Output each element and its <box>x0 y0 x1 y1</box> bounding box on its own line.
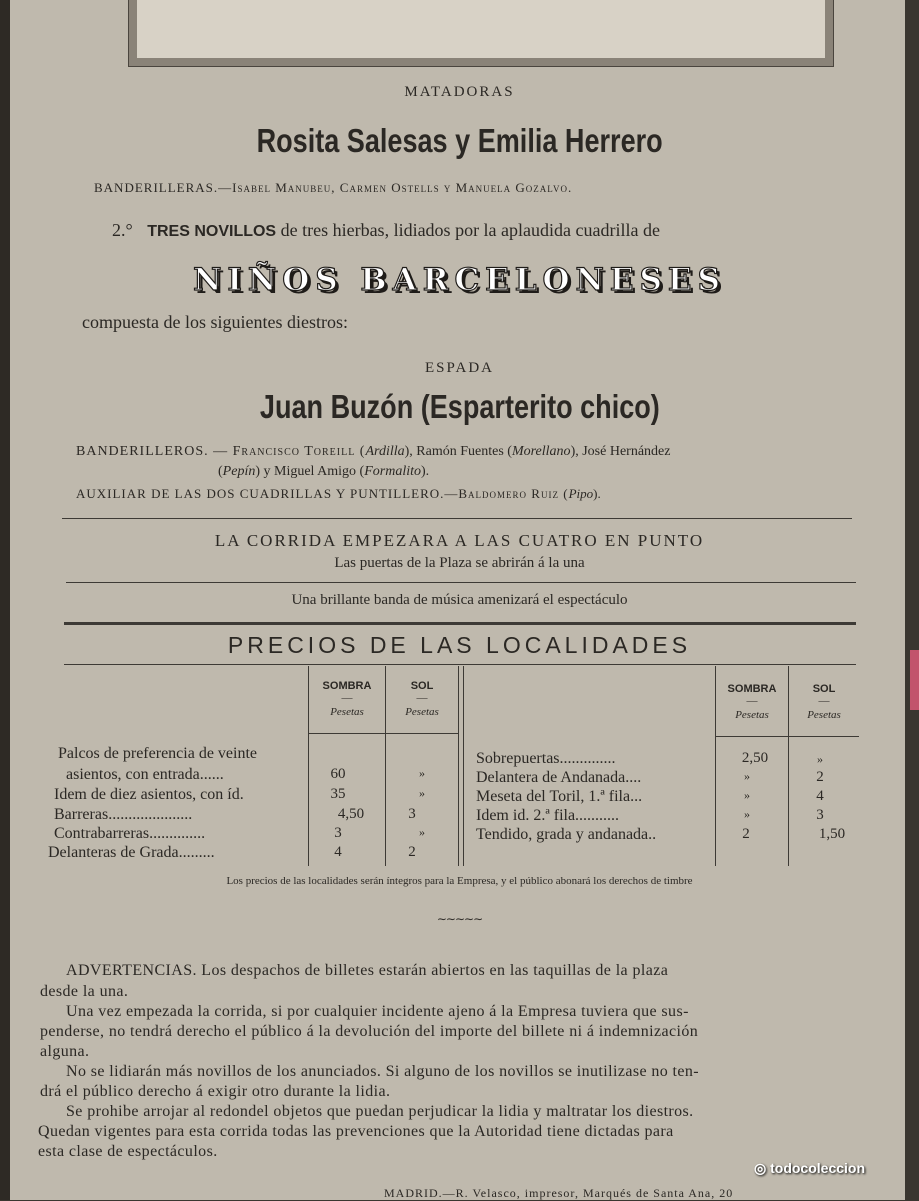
table-line <box>308 733 458 734</box>
table-row: Barreras..................... <box>54 806 193 823</box>
advertencias-line: No se lidiarán más novillos de los anunciados. Si alguno de los novillos se inutilizase no ten- <box>66 1063 700 1080</box>
item-2-bold: TRES NOVILLOS <box>147 223 277 240</box>
table-line <box>308 666 309 866</box>
espada-name: Juan Buzón (Esparterito chico) <box>259 388 660 425</box>
double-rule <box>64 622 856 625</box>
cuadrilla-name: NIÑOS BARCELONESES <box>193 262 726 298</box>
banderilleros-line-1: BANDERILLEROS. — Francisco Toreill (Ardilla), Ramón Fuentes (Morellano), José Hernández <box>76 444 671 459</box>
divider <box>66 582 856 583</box>
banda-line: Una brillante banda de música amenizará el espectáculo <box>291 592 628 608</box>
col-sombra-left: SOMBRA <box>322 680 372 692</box>
background-object <box>910 650 919 710</box>
auxiliar-line: AUXILIAR DE LAS DOS CUADRILLAS Y PUNTILLERO.—Baldomero Ruiz (Pipo). <box>76 486 601 501</box>
item-2-line <box>112 220 660 241</box>
advertencias-line: drá el público derecho á exigir otro durante la lidia. <box>40 1083 391 1100</box>
table-line <box>463 666 464 866</box>
table-row: Contrabarreras.............. <box>54 825 206 842</box>
puertas-line: Las puertas de la Plaza se abrirán á la una <box>334 555 585 571</box>
ornament-divider: ∼∼∼∼∼ <box>436 912 483 926</box>
printer-line: MADRID.—R. Velasco, impresor, Marqués de Santa Ana, 20 <box>384 1186 734 1200</box>
col-sol-left: SOL <box>410 680 434 692</box>
watermark-icon: ◎ <box>754 1160 771 1176</box>
table-row: Meseta del Toril, 1.ª fila... <box>476 788 643 805</box>
advertencias-line: desde la una. <box>40 983 129 1000</box>
table-row: Palcos de preferencia de veinte <box>58 745 258 762</box>
col-pesetas: Pesetas <box>807 709 841 721</box>
table-row: Delantera de Andanada.... <box>476 769 642 786</box>
col-pesetas: Pesetas <box>330 706 364 718</box>
advertencias-line: alguna. <box>40 1043 90 1060</box>
advertencias-line: Se prohibe arrojar al redondel objetos que puedan perjudicar la lidia y maltratar los diestros. <box>66 1103 694 1120</box>
advertencias-line: Una vez empezada la corrida, si por cualquier incidente ajeno á la Empresa tuviera que sus- <box>66 1003 689 1020</box>
advertencias-line: ADVERTENCIAS. Los despachos de billetes estarán abiertos en las taquillas de la plaza <box>66 962 669 979</box>
engraving-image <box>128 0 834 67</box>
table-row: Sobrepuertas.............. <box>476 750 616 767</box>
compuesta-line: compuesta de los siguientes diestros: <box>82 312 348 332</box>
advertencias-line: Quedan vigentes para esta corrida todas las prevenciones que la Autoridad tiene dictadas para <box>38 1123 674 1140</box>
col-sombra-right: SOMBRA <box>727 683 777 695</box>
col-pesetas: Pesetas <box>735 709 769 721</box>
espada-label: ESPADA <box>425 360 494 376</box>
divider <box>64 664 856 665</box>
table-row: Delanteras de Grada......... <box>48 844 215 861</box>
table-row: asientos, con entrada...... <box>66 766 224 783</box>
table-row: Idem id. 2.ª fila........... <box>476 807 620 824</box>
corrida-start: LA CORRIDA EMPEZARA A LAS CUATRO EN PUNTO <box>214 531 705 550</box>
divider <box>62 518 852 519</box>
table-line <box>458 666 459 866</box>
table-line <box>715 736 859 737</box>
matadoras-label: MATADORAS <box>404 84 515 100</box>
advertencias-line: penderse, no tendrá derecho el público á la devolución del importe del billete ni á indemnización <box>40 1023 699 1040</box>
col-pesetas: Pesetas <box>405 706 439 718</box>
matadoras-names: Rosita Salesas y Emilia Herrero <box>256 122 663 159</box>
prices-note: Los precios de las localidades serán íntegros para la Empresa, y el público abonará los derechos de timbre <box>226 875 693 887</box>
col-sol-right: SOL <box>812 683 836 695</box>
item-2-number: 2.° <box>112 220 133 240</box>
banderilleros-line-2: (Pepín) y Miguel Amigo (Formalito). <box>218 464 430 479</box>
prices-title: PRECIOS DE LAS LOCALIDADES <box>227 632 692 658</box>
banderilleras-line: BANDERILLERAS.—Isabel Manubeu, Carmen Ostells y Manuela Gozalvo. <box>94 180 573 195</box>
watermark-logo: ◎ todocoleccion <box>754 1160 866 1176</box>
advertencias-line: esta clase de espectáculos. <box>38 1143 218 1160</box>
item-2-rest: de tres hierbas, lidiados por la aplaudida cuadrilla de <box>280 220 660 240</box>
table-row: Tendido, grada y andanada.. <box>476 826 657 843</box>
table-row: Idem de diez asientos, con íd. <box>54 786 244 803</box>
